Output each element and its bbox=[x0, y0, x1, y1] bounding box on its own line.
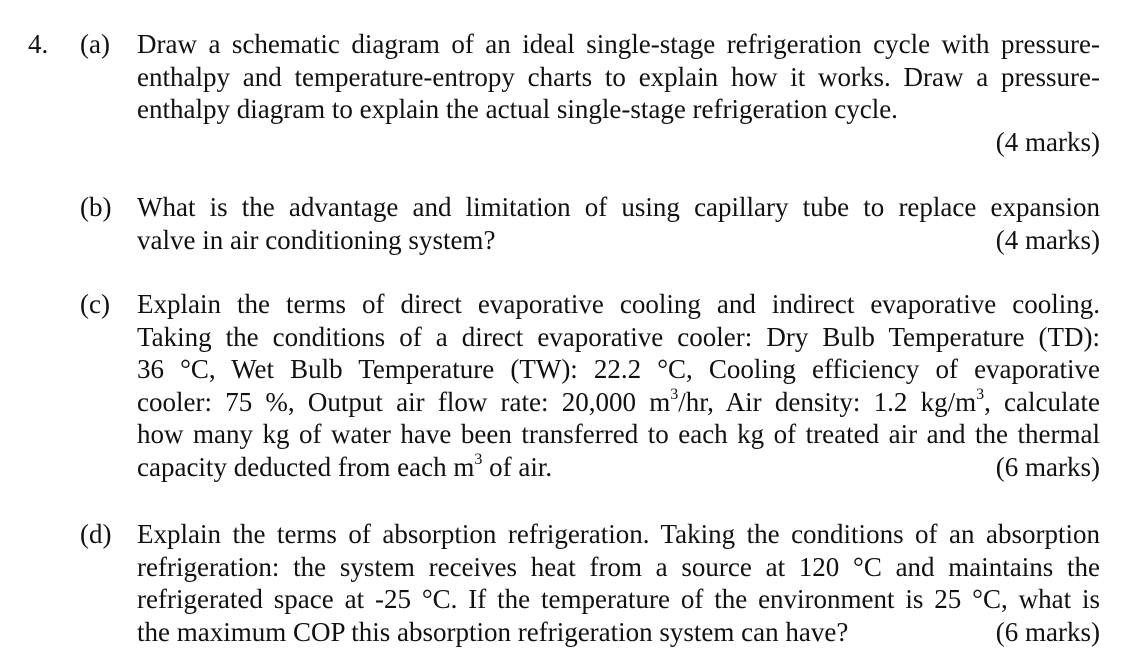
part-b-marks: (4 marks) bbox=[995, 224, 1100, 255]
part-c-line-1: Explain the terms of direct evaporative cooling and indirect evaporative cooling. bbox=[137, 289, 1100, 319]
part-b bbox=[80, 191, 1100, 256]
part-d-line-1: Explain the terms of absorption refrigeration. Taking the conditions of an absorption bbox=[137, 519, 1100, 549]
part-c-line-4 bbox=[137, 386, 1100, 419]
part-b-line-1: What is the advantage and limitation of using capillary tube to replace expansion bbox=[137, 192, 1100, 222]
part-c-line-5: how many kg of water have been transferred to each kg of treated air and the thermal bbox=[137, 419, 1100, 449]
superscript-cubed: 3 bbox=[976, 385, 985, 403]
part-c-line-6-b: of air. bbox=[482, 451, 553, 482]
part-c-label: (c) bbox=[80, 289, 110, 319]
part-d-line-2: refrigeration: the system receives heat from a source at 120 °C and maintains the bbox=[137, 551, 1100, 582]
part-b-line-2: valve in air conditioning system? bbox=[137, 224, 496, 255]
part-c-line-2: Taking the conditions of a direct evaporative cooler: Dry Bulb Temperature (TD): bbox=[137, 321, 1100, 352]
part-c-line-4-a: cooler: 75 %, Output air flow rate: 20,000 m bbox=[137, 386, 671, 417]
part-b-body bbox=[137, 191, 1100, 256]
part-a-line-1: Draw a schematic diagram of an ideal single-stage refrigeration cycle with pressure- bbox=[137, 29, 1100, 59]
part-a-marks: (4 marks) bbox=[995, 126, 1100, 157]
part-a-line-2: enthalpy and temperature-entropy charts to explain how it works. Draw a pressure- bbox=[137, 61, 1100, 92]
question-number: 4. bbox=[28, 29, 49, 59]
part-d-line-3: refrigerated space at -25 °C. If the temperature of the environment is 25 °C, what is bbox=[137, 584, 1100, 614]
part-c-line-3: 36 °C, Wet Bulb Temperature (TW): 22.2 °C, Cooling efficiency of evaporative bbox=[137, 354, 1100, 384]
part-a bbox=[80, 28, 1100, 158]
part-c-marks: (6 marks) bbox=[995, 451, 1100, 482]
part-c-line-6-row bbox=[137, 451, 1100, 484]
superscript-cubed: 3 bbox=[670, 385, 679, 403]
part-c-line-6-a: capacity deducted from each m bbox=[137, 451, 475, 482]
part-d-line-4: the maximum COP this absorption refrigeration system can have? bbox=[137, 616, 849, 647]
part-d-body bbox=[137, 518, 1100, 648]
part-a-line-3: enthalpy diagram to explain the actual single-stage refrigeration cycle. bbox=[137, 94, 898, 124]
part-b-label: (b) bbox=[80, 192, 112, 222]
part-a-body bbox=[137, 28, 1100, 158]
part-c-line-4-c: , calculate bbox=[984, 386, 1100, 417]
part-b-line-2-row bbox=[137, 224, 1100, 257]
part-c bbox=[80, 288, 1100, 483]
part-d-label: (d) bbox=[80, 519, 112, 549]
superscript-cubed: 3 bbox=[474, 450, 483, 468]
part-d-marks: (6 marks) bbox=[995, 616, 1100, 647]
part-c-line-4-b: /hr, Air density: 1.2 kg/m bbox=[678, 386, 977, 417]
part-d bbox=[80, 518, 1100, 648]
part-c-body bbox=[137, 288, 1100, 483]
part-d-line-4-row bbox=[137, 616, 1100, 649]
part-a-label: (a) bbox=[80, 29, 110, 59]
